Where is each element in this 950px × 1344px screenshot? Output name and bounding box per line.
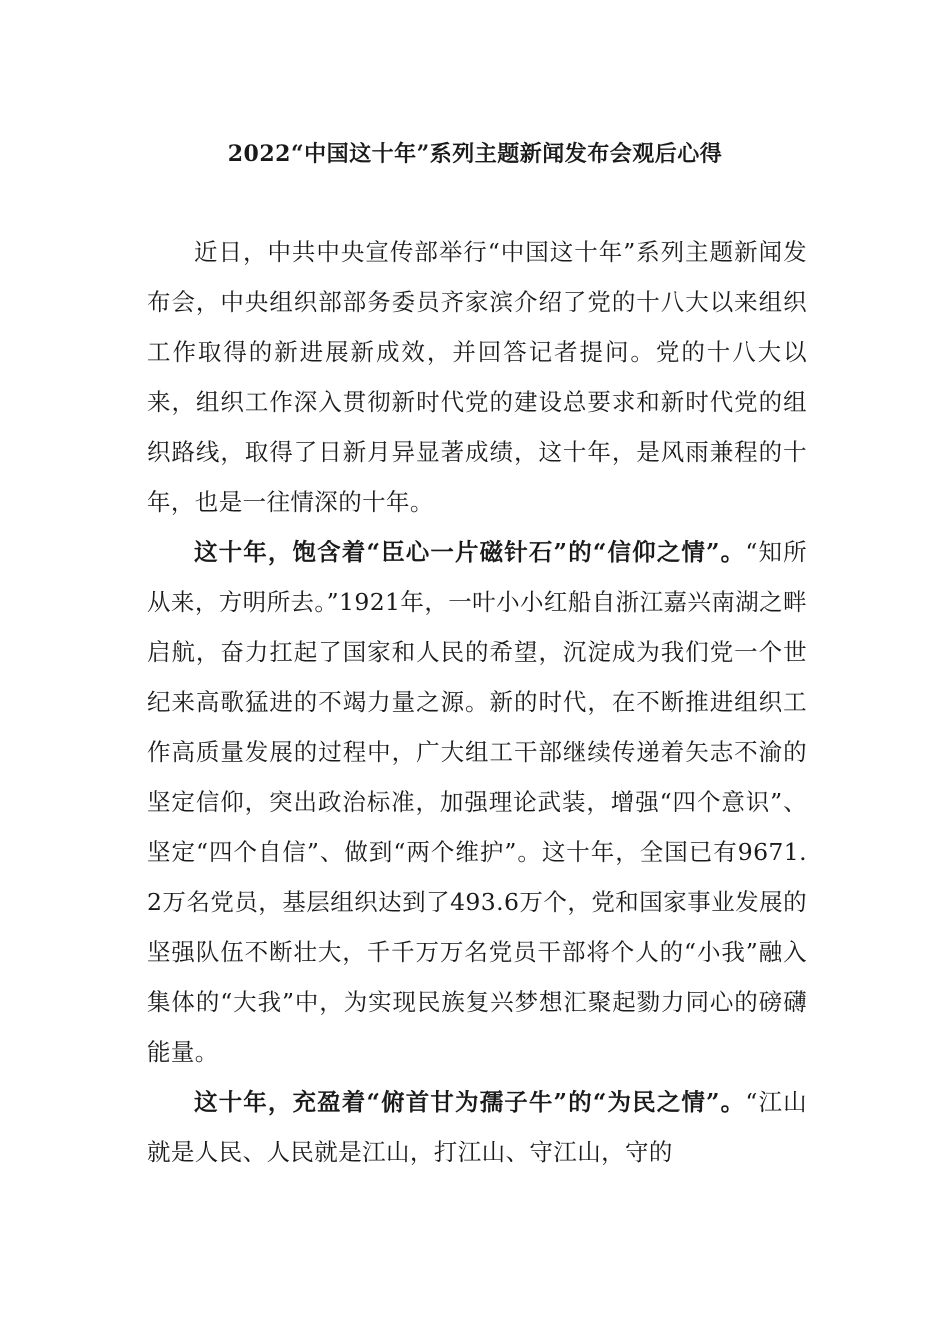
document-body bbox=[147, 227, 807, 1177]
paragraph-3-lead: 这十年，充盈着“俯首甘为孺子牛”的“为民之情”。 bbox=[194, 1088, 746, 1116]
paragraph-3 bbox=[147, 1077, 807, 1177]
paragraph-3-text: “江山就是人民、人民就是江山，打江山、守江山，守的 bbox=[147, 1088, 807, 1166]
paragraph-1-text: 近日，中共中央宣传部举行“中国这十年”系列主题新闻发布会，中央组织部部务委员齐家滨介绍了党的十八大以来组织工作取得的新进展新成效，并回答记者提问。党的十八大以来，组织工作深入贯彻新时代党的建设总要求和新时代党的组织路线，取得了日新月异显著成绩，这十年，是风雨兼程的十年，也是一往情深的十年。 bbox=[147, 238, 807, 516]
paragraph-2-lead: 这十年，饱含着“臣心一片磁针石”的“信仰之情”。 bbox=[194, 538, 746, 566]
paragraph-2-text: “知所从来，方明所去。”1921年，一叶小小红船自浙江嘉兴南湖之畔启航，奋力扛起了国家和人民的希望，沉淀成为我们党一个世纪来高歌猛进的不竭力量之源。新的时代，在不断推进组织工作高质量发展的过程中，广大组工干部继续传递着矢志不渝的坚定信仰，突出政治标准，加强理论武装，增强“四个意识”、坚定“四个自信”、做到“两个维护”。这十年，全国已有9671.2万名党员，基层组织达到了493.6万个，党和国家事业发展的坚强队伍不断壮大，千千万万名党员干部将个人的“小我”融入集体的“大我”中，为实现民族复兴梦想汇聚起勠力同心的磅礴能量。 bbox=[147, 538, 807, 1066]
paragraph-1 bbox=[147, 227, 807, 527]
document-title: 2022“中国这十年”系列主题新闻发布会观后心得 bbox=[227, 141, 723, 167]
paragraph-2 bbox=[147, 527, 807, 1077]
